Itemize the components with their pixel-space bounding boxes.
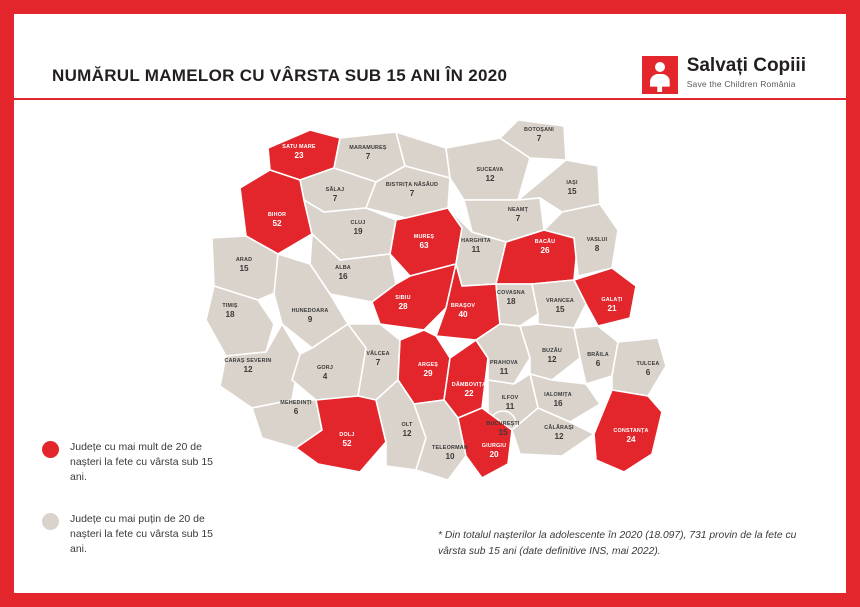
county-name: MARAMUREȘ: [349, 144, 387, 151]
county-covasna: [496, 284, 538, 326]
county-name: GIURGIU: [481, 442, 507, 449]
county-name: BOTOȘANI: [524, 126, 554, 133]
legend-label: Județe cu mai puțin de 20 de nașteri la fete cu vârsta sub 15 ani.: [70, 512, 213, 556]
county-name: CARAȘ SEVERIN: [224, 357, 272, 364]
county-value: 4: [322, 371, 328, 381]
county-name: ARAD: [235, 256, 253, 263]
county-name: BRAȘOV: [450, 302, 476, 309]
county-value: 23: [294, 150, 304, 160]
county-value: 12: [554, 431, 564, 441]
county-name: BUZĂU: [542, 347, 562, 354]
logo: [642, 54, 806, 94]
county-name: GORJ: [316, 364, 334, 371]
county-name: HUNEDOARA: [291, 307, 329, 314]
county-name: NEAMȚ: [507, 206, 529, 213]
county-name: BACĂU: [534, 238, 556, 245]
county-name: CLUJ: [350, 219, 366, 226]
county-value: 15: [239, 263, 249, 273]
county-name: BRĂILA: [587, 351, 609, 358]
county-name: MUREȘ: [413, 233, 435, 240]
county-galati: [574, 268, 636, 326]
county-value: 11: [471, 244, 481, 254]
county-value: 9: [307, 314, 313, 324]
county-value: 8: [594, 243, 600, 253]
county-value: 11: [505, 401, 515, 411]
county-name: BUCUREȘTI: [486, 420, 520, 427]
county-value: 52: [342, 438, 352, 448]
county-tulcea: [612, 338, 666, 396]
romania-county-map: [200, 108, 670, 488]
county-name: DÂMBOVIȚA: [451, 381, 487, 388]
county-name: ILFOV: [501, 394, 519, 401]
legend-label: Județe cu mai mult de 20 de nașteri la fete cu vârsta sub 15 ani.: [70, 441, 213, 484]
legend-color-swatch: [42, 513, 59, 530]
county-name: GALAȚI: [601, 296, 623, 303]
frame-bottom-border: [0, 593, 860, 607]
county-name: CĂLĂRAȘI: [544, 424, 574, 431]
county-value: 15: [567, 186, 577, 196]
county-value: 26: [540, 245, 550, 255]
county-value: 12: [402, 428, 412, 438]
county-name: ALBA: [335, 264, 351, 271]
frame-left-border: [0, 0, 14, 607]
county-buzau: [520, 324, 580, 380]
county-name: SIBIU: [395, 294, 411, 301]
logo-text: [687, 54, 806, 89]
county-value: 29: [423, 368, 433, 378]
county-value: 6: [293, 406, 299, 416]
legend-item: [42, 440, 222, 486]
county-name: CONSTANȚA: [613, 427, 649, 434]
footnote: * Din totalul nașterilor la adolescente în 2020 (18.097), 731 provin de la fete cu vârsta sub 15 ani (date definitive INS, mai 2022).: [438, 530, 797, 557]
county-name: IAȘI: [566, 179, 578, 186]
county-value: 12: [547, 354, 557, 364]
county-name: HARGHITA: [461, 237, 491, 244]
county-value: 12: [243, 364, 253, 374]
county-value: 7: [536, 133, 542, 143]
county-name: BIHOR: [267, 211, 287, 218]
county-value: 20: [489, 449, 499, 459]
county-value: 6: [645, 367, 651, 377]
county-name: IALOMIȚA: [544, 391, 572, 398]
county-name: SATU MARE: [282, 143, 316, 150]
page-title: NUMĂRUL MAMELOR CU VÂRSTA SUB 15 ANI ÎN 2020: [52, 66, 508, 85]
county-value: 7: [332, 193, 338, 203]
county-value: 10: [445, 451, 455, 461]
county-value: 19: [353, 226, 363, 236]
county-name: BISTRIȚA NĂSĂUD: [385, 181, 439, 188]
legend-color-swatch: [42, 441, 59, 458]
county-value: 24: [626, 434, 636, 444]
legend-item: [42, 512, 222, 558]
legend: [42, 440, 222, 583]
county-value: 7: [365, 151, 371, 161]
logo-name: Salvați Copiii: [686, 55, 806, 76]
county-value: 7: [375, 357, 381, 367]
county-value: 52: [272, 218, 282, 228]
save-the-children-logo-icon: [642, 56, 678, 94]
county-value: 63: [419, 240, 429, 250]
county-value: 16: [338, 271, 348, 281]
map-svg: [200, 108, 670, 488]
county-value: 18: [506, 296, 516, 306]
county-shapes: [206, 120, 666, 480]
frame-right-border: [846, 0, 860, 607]
county-name: TULCEA: [636, 360, 660, 367]
county-value: 16: [553, 398, 563, 408]
county-value: 21: [607, 303, 617, 313]
county-name: SĂLAJ: [325, 186, 345, 193]
county-name: MEHEDINȚI: [280, 399, 312, 406]
county-name: VRANCEA: [545, 297, 575, 304]
county-value: 28: [398, 301, 408, 311]
county-value: 12: [485, 173, 495, 183]
county-name: VASLUI: [586, 236, 608, 243]
county-value: 6: [595, 358, 601, 368]
county-name: VÂLCEA: [366, 350, 390, 357]
county-name: TIMIȘ: [222, 302, 238, 309]
county-constanta: [594, 390, 662, 472]
frame-top-border: [0, 0, 860, 14]
header: [14, 14, 846, 100]
county-dambovita: [444, 340, 488, 418]
county-value: 18: [225, 309, 235, 319]
county-value: 15: [498, 427, 508, 437]
county-name: TELEORMAN: [432, 444, 468, 451]
county-value: 40: [458, 309, 468, 319]
county-value: 7: [409, 188, 415, 198]
county-value: 7: [515, 213, 521, 223]
county-value: 11: [499, 366, 509, 376]
county-name: DOLJ: [339, 431, 355, 438]
county-name: ARGEȘ: [417, 361, 439, 368]
county-name: OLT: [401, 421, 413, 428]
county-value: 22: [464, 388, 474, 398]
county-name: PRAHOVA: [490, 359, 518, 366]
county-name: COVASNA: [497, 289, 525, 296]
county-value: 15: [555, 304, 565, 314]
county-name: SUCEAVA: [476, 166, 504, 173]
logo-subtitle: Save the Children România: [686, 78, 796, 89]
